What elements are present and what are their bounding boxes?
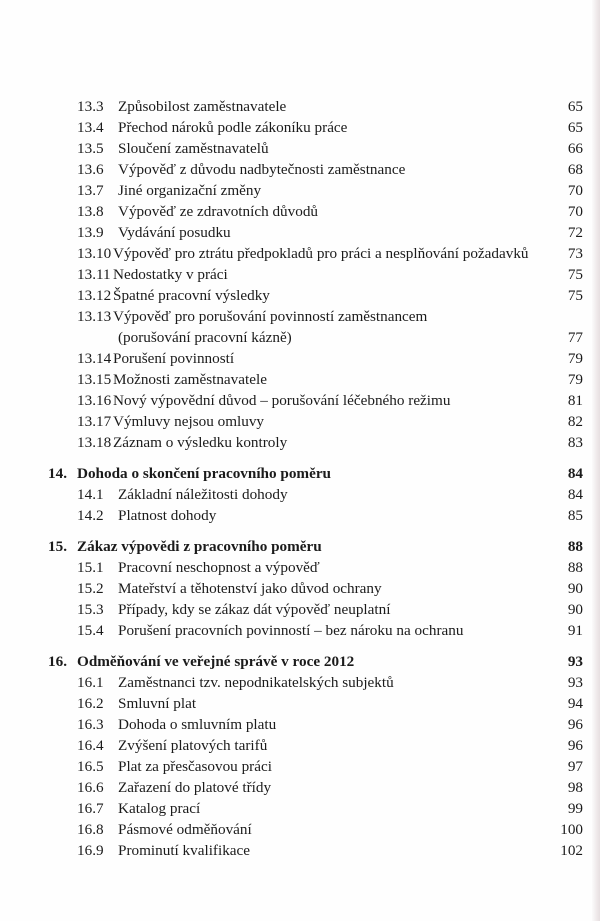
section-title: Dohoda o smluvním platu — [118, 716, 277, 733]
chapter-heading — [0, 536, 600, 557]
section-number: 16.1 — [77, 674, 104, 691]
table-of-contents — [0, 96, 600, 871]
toc-entry — [0, 505, 600, 526]
section-title: Mateřství a těhotenství jako důvod ochrany — [118, 580, 382, 597]
section-title: Nedostatky v práci — [113, 266, 228, 283]
page-number: 90 — [567, 580, 583, 597]
section-number: 14.2 — [77, 507, 104, 524]
section-number: 14. — [48, 465, 67, 482]
toc-entry — [0, 159, 600, 180]
section-title: Pracovní neschopnost a výpověď — [118, 559, 320, 576]
section-title: Plat za přesčasovou práci — [118, 758, 272, 775]
section-title: Dohoda o skončení pracovního poměru — [77, 465, 332, 482]
section-title: Smluvní plat — [118, 695, 197, 712]
section-title: Přechod nároků podle zákoníku práce — [118, 119, 348, 136]
section-number: 13.7 — [77, 182, 104, 199]
page-number: 65 — [567, 119, 583, 136]
section-number: 13.3 — [77, 98, 104, 115]
section-title: Zvýšení platových tarifů — [118, 737, 268, 754]
section-title: Špatné pracovní výsledky — [113, 287, 270, 304]
page-number: 96 — [567, 716, 583, 733]
toc-entry — [0, 756, 600, 777]
toc-group — [0, 463, 600, 526]
section-number: 16.5 — [77, 758, 104, 775]
page-number: 77 — [567, 329, 583, 346]
section-title: Odměňování ve veřejné správě v roce 2012 — [77, 653, 355, 670]
toc-entry — [0, 369, 600, 390]
section-number: 15.2 — [77, 580, 104, 597]
section-title: Zaměstnanci tzv. nepodnikatelských subjektů — [118, 674, 394, 691]
page-number: 102 — [560, 842, 583, 859]
section-number: 16.2 — [77, 695, 104, 712]
toc-entry — [0, 264, 600, 285]
toc-entry — [0, 306, 600, 327]
section-number: 13.15 — [77, 371, 112, 388]
page-number: 99 — [567, 800, 583, 817]
toc-entry — [0, 484, 600, 505]
section-title: (porušování pracovní kázně) — [118, 329, 292, 346]
section-number: 13.4 — [77, 119, 104, 136]
section-number: 13.9 — [77, 224, 104, 241]
section-number: 13.5 — [77, 140, 104, 157]
section-number: 13.11 — [77, 266, 111, 283]
section-title: Výpověď ze zdravotních důvodů — [118, 203, 319, 220]
toc-entry — [0, 243, 600, 264]
section-title: Záznam o výsledku kontroly — [113, 434, 288, 451]
section-title: Výpověď pro ztrátu předpokladů pro práci a nesplňování požadavků — [113, 245, 529, 262]
page-number: 72 — [567, 224, 583, 241]
toc-group — [0, 536, 600, 641]
toc-entry — [0, 599, 600, 620]
section-number: 15.1 — [77, 559, 104, 576]
section-number: 16.4 — [77, 737, 104, 754]
section-title: Katalog prací — [118, 800, 201, 817]
section-number: 13.17 — [77, 413, 112, 430]
toc-entry — [0, 714, 600, 735]
section-number: 13.12 — [77, 287, 112, 304]
toc-entry — [0, 327, 600, 348]
section-title: Základní náležitosti dohody — [118, 486, 288, 503]
section-number: 13.10 — [77, 245, 112, 262]
toc-entry — [0, 390, 600, 411]
toc-entry — [0, 96, 600, 117]
section-title: Jiné organizační změny — [118, 182, 262, 199]
page-number: 79 — [567, 371, 583, 388]
page-number: 73 — [567, 245, 583, 262]
section-title: Sloučení zaměstnavatelů — [118, 140, 269, 157]
section-number: 16.6 — [77, 779, 104, 796]
section-number: 15. — [48, 538, 67, 555]
page-number: 75 — [567, 266, 583, 283]
page-number: 65 — [567, 98, 583, 115]
section-title: Porušení pracovních povinností – bez nároku na ochranu — [118, 622, 464, 639]
toc-entry — [0, 620, 600, 641]
toc-entry — [0, 285, 600, 306]
section-number: 13.6 — [77, 161, 104, 178]
page-number: 93 — [567, 653, 583, 670]
toc-entry — [0, 693, 600, 714]
toc-entry — [0, 138, 600, 159]
section-title: Výpověď z důvodu nadbytečnosti zaměstnance — [118, 161, 406, 178]
page-number: 94 — [567, 695, 583, 712]
section-number: 13.14 — [77, 350, 112, 367]
page-number: 85 — [567, 507, 583, 524]
section-number: 13.16 — [77, 392, 112, 409]
section-title: Možnosti zaměstnavatele — [113, 371, 267, 388]
section-number: 13.13 — [77, 308, 112, 325]
page-number: 97 — [567, 758, 583, 775]
toc-entry — [0, 578, 600, 599]
section-number: 16.3 — [77, 716, 104, 733]
toc-entry — [0, 777, 600, 798]
section-title: Výmluvy nejsou omluvy — [113, 413, 265, 430]
toc-group — [0, 651, 600, 861]
page-number: 68 — [567, 161, 583, 178]
page-number: 90 — [567, 601, 583, 618]
toc-entry — [0, 735, 600, 756]
toc-entry — [0, 798, 600, 819]
section-number: 13.18 — [77, 434, 112, 451]
section-title: Zařazení do platové třídy — [118, 779, 272, 796]
chapter-heading — [0, 463, 600, 484]
section-title: Zákaz výpovědi z pracovního poměru — [77, 538, 322, 555]
toc-entry — [0, 411, 600, 432]
page-number: 83 — [567, 434, 583, 451]
toc-group — [0, 96, 600, 453]
section-title: Případy, kdy se zákaz dát výpověď neuplatní — [118, 601, 391, 618]
section-number: 16.7 — [77, 800, 104, 817]
toc-entry — [0, 819, 600, 840]
page-number: 84 — [567, 486, 583, 503]
page-number: 81 — [567, 392, 583, 409]
section-title: Porušení povinností — [113, 350, 235, 367]
toc-entry — [0, 180, 600, 201]
page-number: 66 — [567, 140, 583, 157]
page-number: 88 — [567, 559, 583, 576]
page-number: 70 — [567, 182, 583, 199]
page-number: 91 — [567, 622, 583, 639]
section-title: Výpověď pro porušování povinností zaměstnancem — [113, 308, 428, 325]
page-number: 79 — [567, 350, 583, 367]
page-number: 93 — [567, 674, 583, 691]
section-title: Vydávání posudku — [118, 224, 231, 241]
page-number: 84 — [567, 465, 583, 482]
section-title: Platnost dohody — [118, 507, 217, 524]
toc-entry — [0, 557, 600, 578]
section-title: Způsobilost zaměstnavatele — [118, 98, 287, 115]
page-number: 75 — [567, 287, 583, 304]
section-title: Pásmové odměňování — [118, 821, 252, 838]
section-number: 14.1 — [77, 486, 104, 503]
section-title: Prominutí kvalifikace — [118, 842, 251, 859]
page-number: 88 — [567, 538, 583, 555]
toc-entry — [0, 222, 600, 243]
page-number: 82 — [567, 413, 583, 430]
page-number: 98 — [567, 779, 583, 796]
section-number: 13.8 — [77, 203, 104, 220]
chapter-heading — [0, 651, 600, 672]
toc-entry — [0, 672, 600, 693]
toc-entry — [0, 840, 600, 861]
section-number: 15.4 — [77, 622, 104, 639]
page-number: 100 — [560, 821, 583, 838]
section-title: Nový výpovědní důvod – porušování léčebného režimu — [113, 392, 451, 409]
section-number: 16.9 — [77, 842, 104, 859]
section-number: 16. — [48, 653, 67, 670]
section-number: 15.3 — [77, 601, 104, 618]
toc-entry — [0, 432, 600, 453]
toc-entry — [0, 201, 600, 222]
toc-entry — [0, 117, 600, 138]
page-number: 96 — [567, 737, 583, 754]
section-number: 16.8 — [77, 821, 104, 838]
page-number: 70 — [567, 203, 583, 220]
toc-entry — [0, 348, 600, 369]
